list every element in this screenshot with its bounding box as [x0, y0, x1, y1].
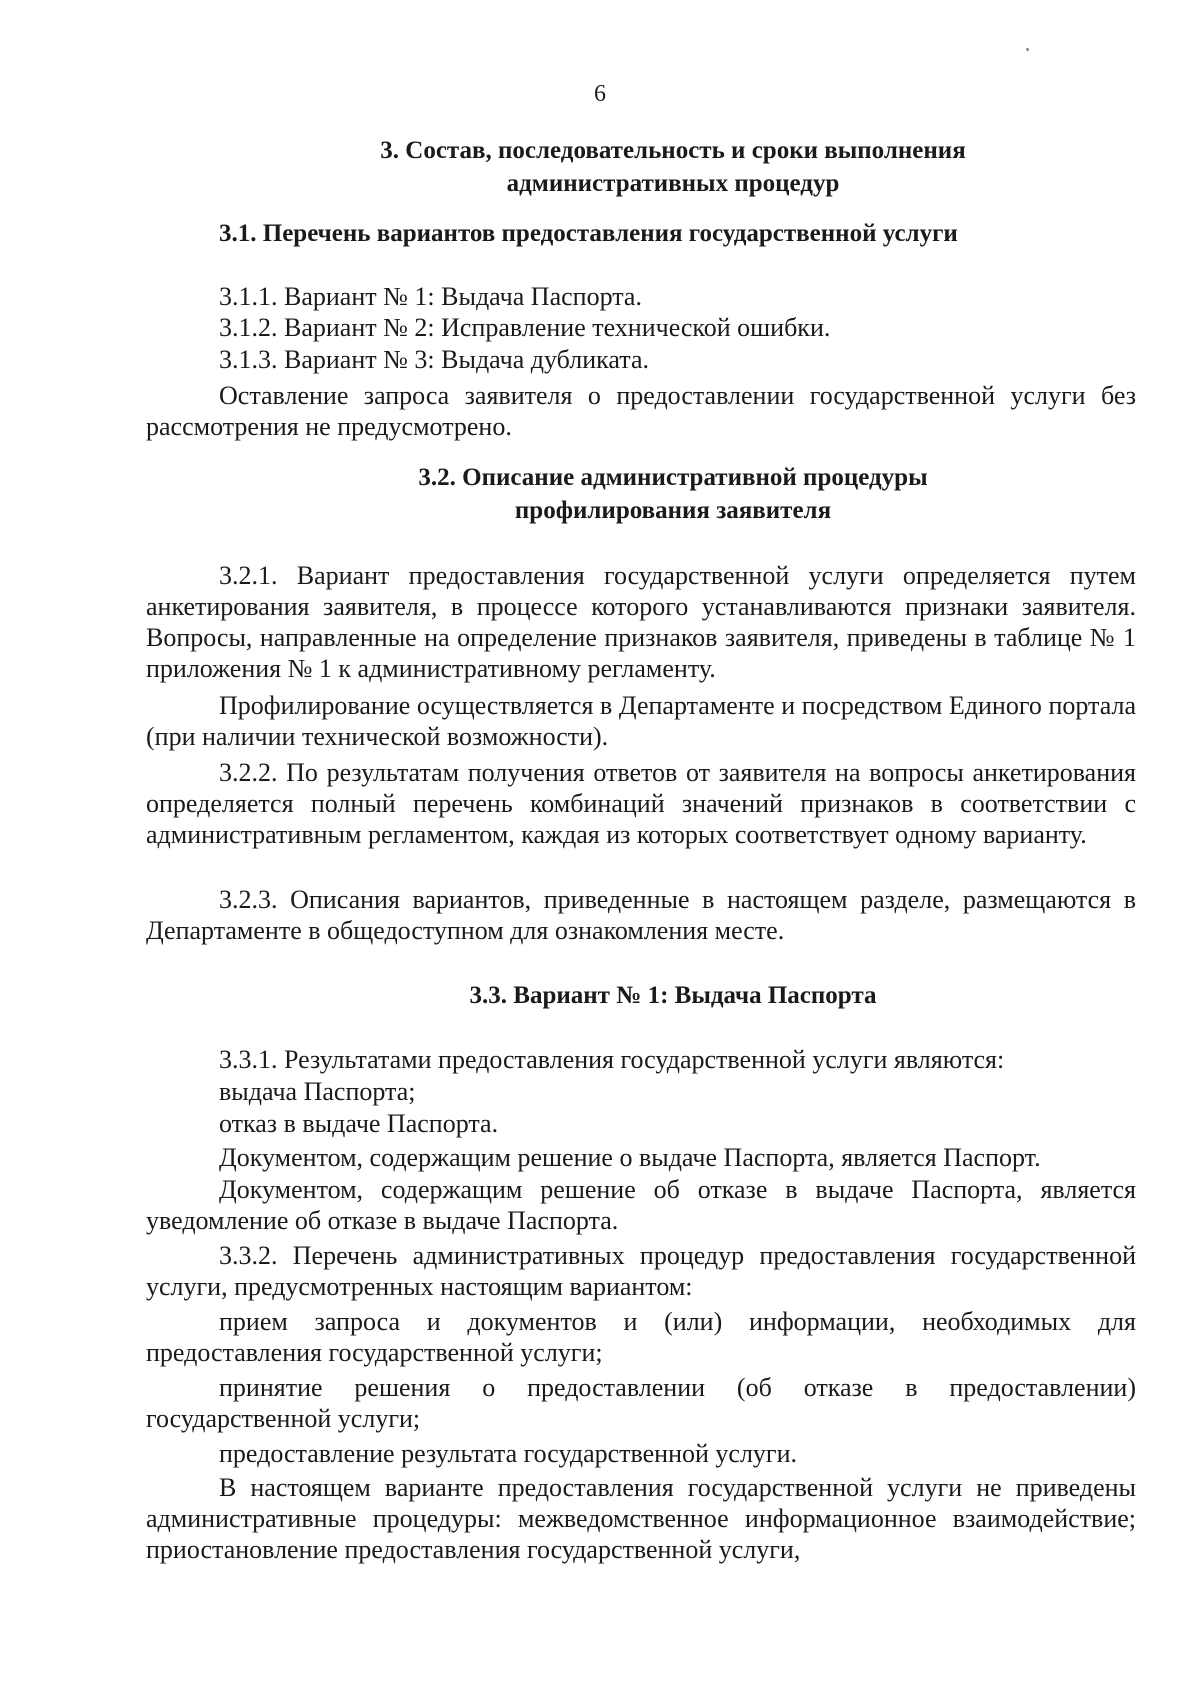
section-3-2-heading-line1: 3.2. Описание административной процедуры — [418, 464, 928, 491]
paragraph-decision-document: Документом, содержащим решение о выдаче Паспорта, является Паспорт. — [219, 1143, 1041, 1172]
result-refusal: отказ в выдаче Паспорта. — [219, 1109, 499, 1138]
section-3-heading-line2: административных процедур — [506, 170, 840, 197]
section-3-heading — [0, 134, 1200, 200]
paragraph-profiling: Профилирование осуществляется в Департаменте и посредством Единого портала (при наличии технической возможности). — [146, 691, 1136, 751]
paragraph-3-2-3: 3.2.3. Описания вариантов, приведенные в настоящем разделе, размещаются в Департаменте в общедоступном для ознакомления месте. — [146, 885, 1136, 945]
section-3-1-note: Оставление запроса заявителя о предоставлении государственной услуги без рассмотрения не предусмотрено. — [146, 381, 1136, 441]
variant-item-1: 3.1.1. Вариант № 1: Выдача Паспорта. — [219, 282, 642, 311]
procedure-reception: прием запроса и документов и (или) информации, необходимых для предоставления государственной услуги; — [146, 1307, 1136, 1367]
paragraph-3-3-1: 3.3.1. Результатами предоставления государственной услуги являются: — [219, 1045, 1005, 1074]
paragraph-refusal-document: Документом, содержащим решение об отказе в выдаче Паспорта, является уведомление об отказе в выдаче Паспорта. — [146, 1175, 1136, 1235]
paragraph-3-3-2: 3.3.2. Перечень административных процедур предоставления государственной услуги, предусмотренных настоящим вариантом: — [146, 1241, 1136, 1301]
result-issue-passport: выдача Паспорта; — [219, 1077, 416, 1106]
variant-item-3: 3.1.3. Вариант № 3: Выдача дубликата. — [219, 345, 649, 374]
procedure-result: предоставление результата государственной услуги. — [219, 1439, 798, 1468]
section-3-2-heading-line2: профилирования заявителя — [514, 497, 832, 524]
page-number: 6 — [594, 81, 606, 107]
scan-speck — [1026, 48, 1029, 51]
section-3-3-heading: 3.3. Вариант № 1: Выдача Паспорта — [469, 982, 877, 1009]
section-3-heading-line1: 3. Состав, последовательность и сроки выполнения — [380, 137, 966, 164]
paragraph-3-2-1: 3.2.1. Вариант предоставления государственной услуги определяется путем анкетирования заявителя, в процессе которого устанавливаются признаки заявителя. Вопросы, направленные на определение признаков заявителя, приведены в таблице № 1 приложения № 1 к административному регламенту. — [146, 561, 1136, 683]
variant-item-2: 3.1.2. Вариант № 2: Исправление технической ошибки. — [219, 313, 831, 342]
section-3-2-heading — [0, 461, 1200, 527]
paragraph-excluded-procedures: В настоящем варианте предоставления государственной услуги не приведены административные процедуры: межведомственное информационное взаимодействие; приостановление предоставления государственной услуги, — [146, 1473, 1136, 1564]
section-3-1-heading: 3.1. Перечень вариантов предоставления государственной услуги — [219, 220, 958, 247]
paragraph-3-2-2: 3.2.2. По результатам получения ответов от заявителя на вопросы анкетирования определяется полный перечень комбинаций значений признаков в соответствии с административным регламентом, каждая из которых соответствует одному варианту. — [146, 758, 1136, 849]
procedure-decision: принятие решения о предоставлении (об отказе в предоставлении) государственной услуги; — [146, 1373, 1136, 1433]
